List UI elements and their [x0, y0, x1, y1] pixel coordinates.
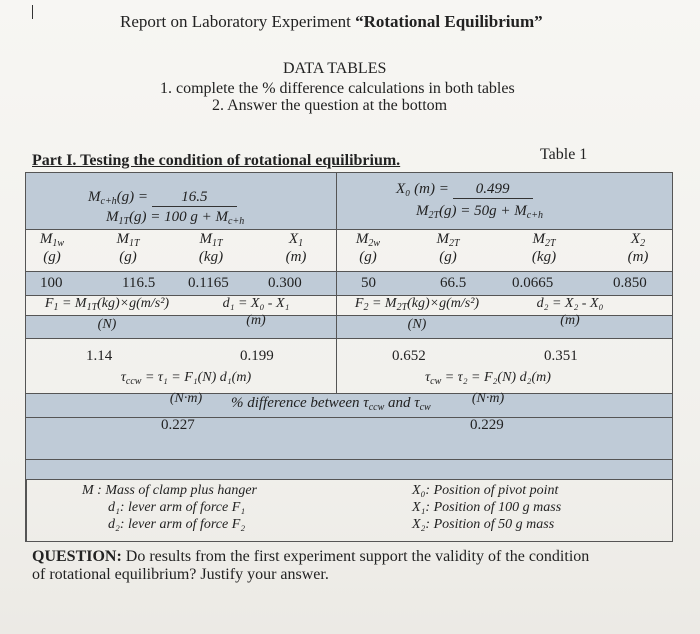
f1-formula: $F_1 = M_{1T}(kg)\times g(m/s^2)$ (N): [44, 296, 170, 332]
torque-ccw-formula: $\tau_{ccw} = \tau_1 = F_1(N)$ d₁(m) (N·m): [120, 370, 252, 406]
part-heading: Part I. Testing the condition of rotational equilibrium.: [32, 152, 401, 169]
f2-value: 0.652: [392, 348, 426, 364]
d2-value: 0.351: [544, 348, 578, 364]
question-line-2: of rotational equilibrium? Justify your answer.: [32, 566, 329, 583]
table-label: Table 1: [540, 146, 588, 163]
x1-value: 0.300: [268, 275, 302, 291]
data-tables-heading: DATA TABLES: [283, 60, 387, 77]
m1t-g-value: 116.5: [122, 275, 156, 291]
col-m2t-kg-header: $M_{2T}$ (kg): [531, 231, 557, 265]
instruction-1: 1. complete the % difference calculations in both tables: [160, 80, 515, 97]
f2-formula: $F_2 = M_{2T}(kg)\times g(m/s^2)$ (N): [354, 296, 480, 332]
col-x1-header: $X_1$ (m): [285, 231, 307, 265]
legend-left: M : Mass of clamp plus hanger d₁: lever arm of force F₁ d₂: lever arm of force F₂: [82, 483, 257, 532]
blank-band: [26, 459, 672, 479]
col-x2-header: $X_2$ (m): [627, 231, 649, 265]
col-m2t-g-header: $M_{2T}$ (g): [436, 231, 460, 265]
x0-value: 0.499: [453, 181, 533, 199]
pct-diff-label: % difference between $\tau_{ccw}$ and $\tau_{cw}$: [231, 395, 431, 413]
question: QUESTION: Do results from the first experiment support the validity of the condition: [32, 548, 590, 565]
mch-value: 16.5: [152, 189, 237, 207]
x2-value: 0.850: [613, 275, 647, 291]
legend-right: X₀: Position of pivot point X₁: Position of 100 g mass X₂: Position of 50 g mass: [412, 483, 562, 532]
d1-formula: d₁ = X₀ - X₁ (m): [222, 296, 290, 328]
report-title: Report on Laboratory Experiment “Rotational Equilibrium”: [120, 12, 543, 31]
m2w-value: 50: [361, 275, 376, 291]
col-m1t-g-header: $M_{1T}$ (g): [116, 231, 140, 265]
f1-value: 1.14: [86, 348, 113, 364]
instruction-2: 2. Answer the question at the bottom: [212, 97, 448, 114]
d1-value: 0.199: [240, 348, 274, 364]
page-mark: [32, 5, 33, 19]
col-m2w-header: $M_{2w}$ (g): [355, 231, 381, 265]
col-m1t-kg-header: $M_{1T}$ (kg): [198, 231, 224, 265]
torque-cw-formula: $\tau_{cw} = \tau_2 = F_2(N)$ d₂(m) (N·m): [425, 370, 551, 406]
data-table: [25, 172, 673, 542]
result-band: [26, 417, 672, 459]
torque-cw-value: 0.229: [470, 417, 504, 433]
m2t-kg-value: 0.0665: [512, 275, 554, 291]
x0-label: X₀ (m) = 0.499: [396, 181, 533, 199]
m2t-formula: $M_{2T}(g) = 50g + M_{c+h}$: [416, 203, 543, 221]
m1w-value: 100: [40, 275, 63, 291]
d2-formula: d₂ = X₂ - X₀ (m): [536, 296, 604, 328]
torque-ccw-value: 0.227: [161, 417, 195, 433]
mch-label: $M_{c+h}(g) = 16.5$: [88, 189, 237, 207]
m1t-kg-value: 0.1165: [188, 275, 229, 291]
m1t-formula: $M_{1T}(g) = 100$ $g + M_{c+h}$: [106, 209, 245, 227]
col-m1w-header: $M_{1w}$ (g): [39, 231, 65, 265]
m2t-g-value: 66.5: [440, 275, 467, 291]
